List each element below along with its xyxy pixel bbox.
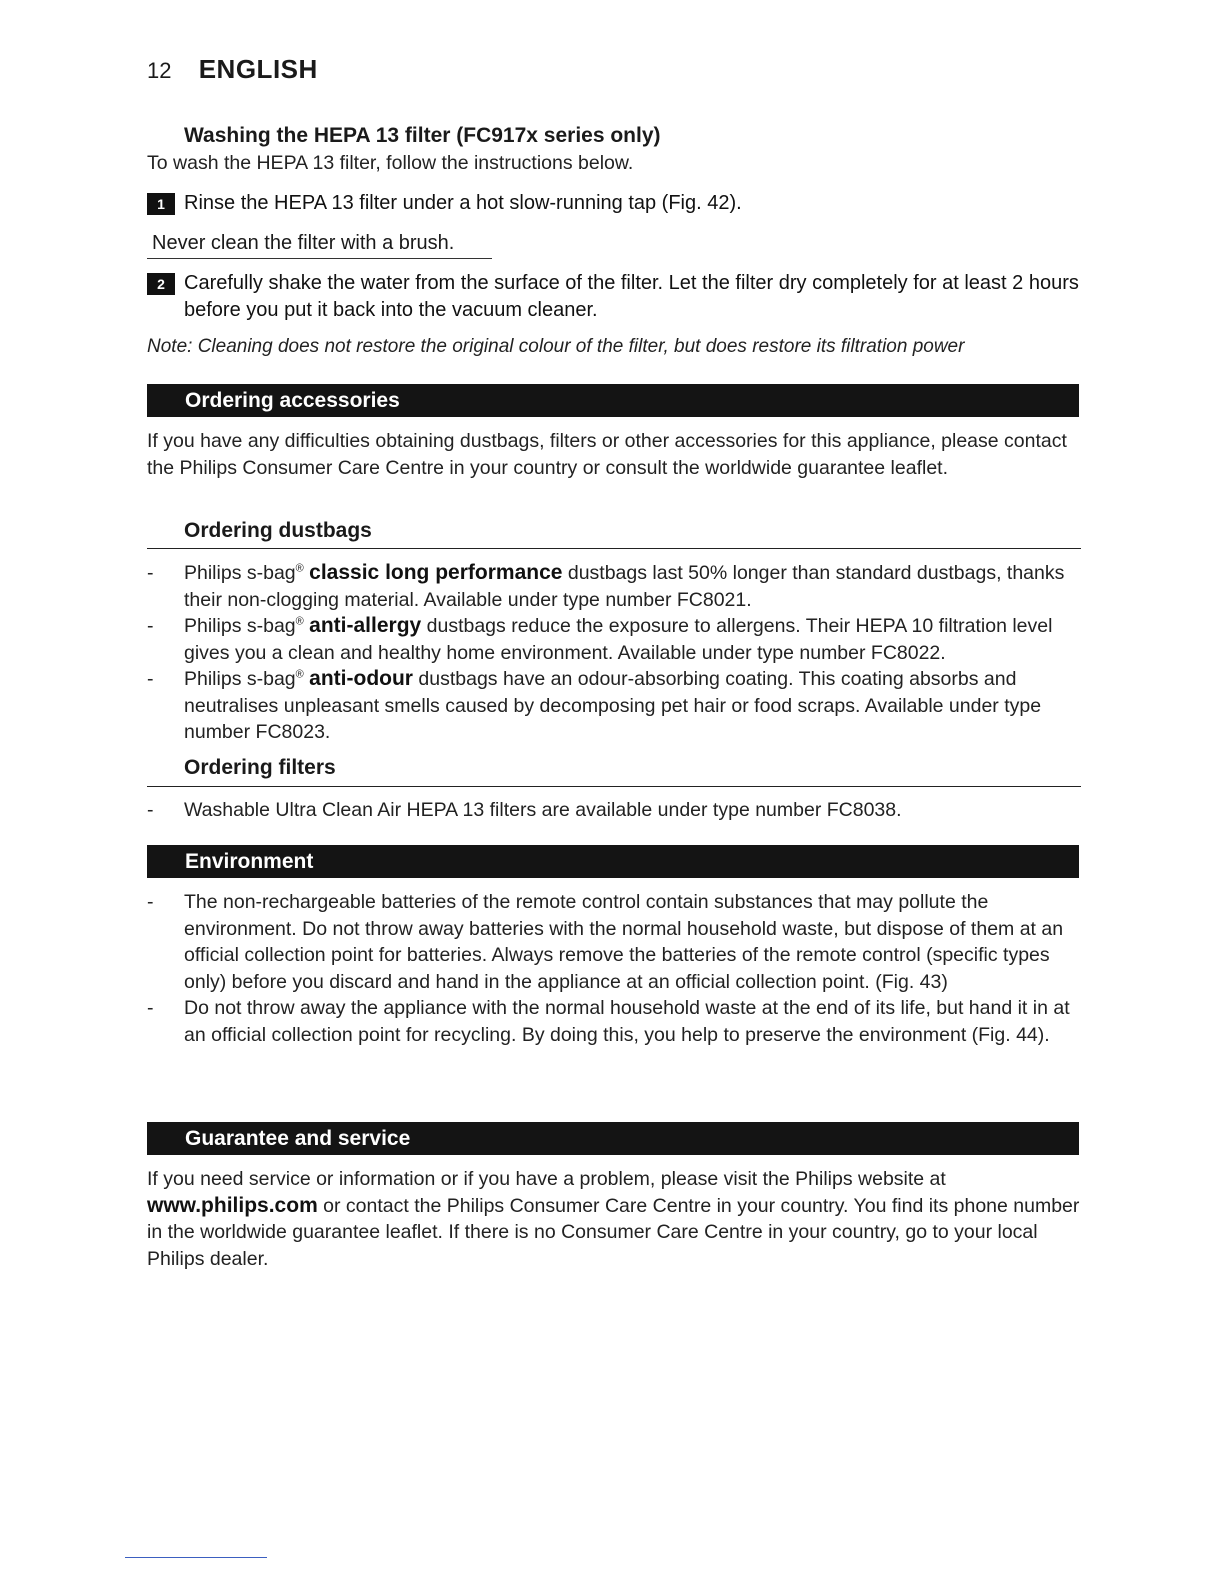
product-name: classic long performance (309, 561, 563, 584)
product-name: anti-odour (309, 667, 413, 690)
list-item: - Philips s-bag® classic long performance dustbags last 50% longer than standard dustbags, thanks their non-clogging material. Available under type number FC8021. (147, 561, 1065, 611)
list-dash: - (147, 891, 154, 913)
list-item: - Philips s-bag® anti-allergy dustbags reduce the exposure to allergens. Their HEPA 10 filtration level gives you a clean and healthy home environment. Available under type number FC8022. (147, 614, 1053, 664)
filters-list (147, 797, 1087, 824)
dustbags-list (147, 560, 1087, 746)
section-ordering-accessories: Ordering accessories (147, 384, 1079, 417)
list-dash: - (147, 668, 154, 690)
website-link[interactable]: www.philips.com (147, 1193, 318, 1217)
filters-divider (147, 786, 1081, 787)
step-2-badge: 2 (147, 273, 175, 295)
list-dash: - (147, 799, 154, 821)
step-1-badge: 1 (147, 193, 175, 215)
language-label: ENGLISH (198, 54, 318, 84)
step-1-text: Rinse the HEPA 13 filter under a hot slow-running tap (Fig. 42). (184, 192, 742, 214)
list-dash: - (147, 562, 154, 584)
ordering-filters-title: Ordering filters (184, 756, 336, 779)
step-2-text: Carefully shake the water from the surface of the filter. Let the filter dry completely for at least 2 hours before you put it back into the vacuum cleaner. (184, 272, 1079, 321)
ordering-dustbags-title: Ordering dustbags (184, 519, 372, 542)
list-item: - Do not throw away the appliance with the normal household waste at the end of its life, but hand it in at an official collection point for recycling. By doing this, you help to preserve the environment (Fig. 44). (147, 997, 1070, 1046)
list-item: - Philips s-bag® anti-odour dustbags have an odour-absorbing coating. This coating absorbs and neutralises unpleasant smells caused by decomposing pet hair or food scraps. Available under type number FC8023. (147, 667, 1042, 743)
section-guarantee-service: Guarantee and service (147, 1122, 1079, 1155)
list-dash: - (147, 615, 154, 637)
page-number: 12 (147, 58, 172, 83)
note-text: Note: Cleaning does not restore the original colour of the filter, but does restore its filtration power (147, 336, 965, 357)
washing-intro: To wash the HEPA 13 filter, follow the instructions below. (147, 152, 634, 174)
guarantee-text: If you need service or information or if you have a problem, please visit the Philips website at www.philips.com or contact the Philips Consumer Care Centre in your country. You find its phone number in the worldwide guarantee leaflet. If there is no Consumer Care Centre in your country, go to your local Philips dealer. (147, 1168, 1080, 1270)
ordering-intro: If you have any difficulties obtaining dustbags, filters or other accessories for this appliance, please contact the Philips Consumer Care Centre in your country or consult the worldwide guarantee leaflet. (147, 430, 1067, 479)
section-environment: Environment (147, 845, 1079, 878)
product-name: anti-allergy (309, 614, 422, 637)
environment-list (147, 889, 1087, 1048)
footer-rule (125, 1557, 267, 1558)
washing-title: Washing the HEPA 13 filter (FC917x series only) (184, 124, 661, 147)
page-header (147, 54, 318, 85)
list-item: - Washable Ultra Clean Air HEPA 13 filters are available under type number FC8038. (147, 797, 1087, 824)
list-item: - The non-rechargeable batteries of the remote control contain substances that may pollute the environment. Do not throw away batteries with the normal household waste, but dispose of them at an official collection point for batteries. Always remove the batteries of the remote control (specific types only) before you discard and hand in the appliance at an official collection point. (Fig. 43) (147, 891, 1064, 993)
list-dash: - (147, 997, 154, 1019)
warning-text: Never clean the filter with a brush. (147, 230, 492, 259)
dustbags-divider (147, 548, 1081, 549)
